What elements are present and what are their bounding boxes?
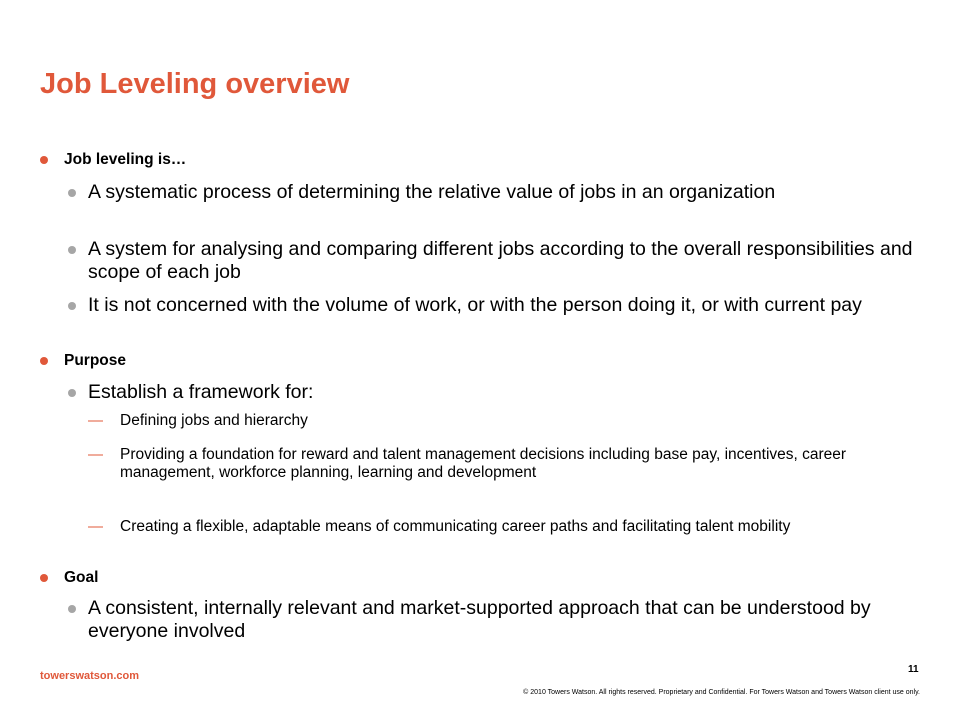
point-text: Establish a framework for: <box>88 381 314 403</box>
section-heading-text: Goal <box>64 569 99 586</box>
bullet-icon <box>40 156 48 164</box>
dash-bullet-icon: — <box>88 446 103 463</box>
job-leveling-point-3 <box>88 294 918 317</box>
bullet-icon <box>40 574 48 582</box>
slide-title: Job Leveling overview <box>40 68 350 100</box>
point-text: A consistent, internally relevant and market-supported approach that can be understood by everyone involved <box>88 597 871 642</box>
job-leveling-point-1 <box>88 181 918 204</box>
subpoint-text: Creating a flexible, adaptable means of communicating career paths and facilitating talent mobility <box>120 518 791 535</box>
section-heading-job-leveling <box>64 150 186 170</box>
purpose-point <box>88 381 918 404</box>
purpose-subpoint-1 <box>88 412 920 430</box>
job-leveling-point-2 <box>88 238 918 284</box>
dash-bullet-icon: — <box>88 412 103 429</box>
purpose-subpoint-2 <box>88 446 920 482</box>
bullet-icon <box>40 357 48 365</box>
dash-bullet-icon: — <box>88 518 103 535</box>
bullet-icon <box>68 246 76 254</box>
section-heading-text: Job leveling is… <box>64 151 187 168</box>
bullet-icon <box>68 605 76 613</box>
section-heading-text: Purpose <box>64 352 127 369</box>
section-heading-purpose <box>64 351 126 371</box>
bullet-icon <box>68 302 76 310</box>
bullet-icon <box>68 389 76 397</box>
point-text: A systematic process of determining the relative value of jobs in an organization <box>88 181 776 203</box>
page-number: 11 <box>908 664 919 675</box>
section-heading-goal <box>64 568 98 588</box>
point-text: A system for analysing and comparing different jobs according to the overall responsibilities and scope of each job <box>88 238 913 283</box>
bullet-icon <box>68 189 76 197</box>
footer-website: towerswatson.com <box>40 670 140 682</box>
subpoint-text: Providing a foundation for reward and talent management decisions including base pay, incentives, career management, workforce planning, learning and development <box>120 446 847 481</box>
copyright-notice: © 2010 Towers Watson. All rights reserved. Proprietary and Confidential. For Towers Watson and Towers Watson client use only. <box>523 689 920 696</box>
goal-point <box>88 597 918 643</box>
point-text: It is not concerned with the volume of work, or with the person doing it, or with current pay <box>88 294 862 316</box>
subpoint-text: Defining jobs and hierarchy <box>120 412 308 429</box>
purpose-subpoint-3 <box>88 518 920 536</box>
